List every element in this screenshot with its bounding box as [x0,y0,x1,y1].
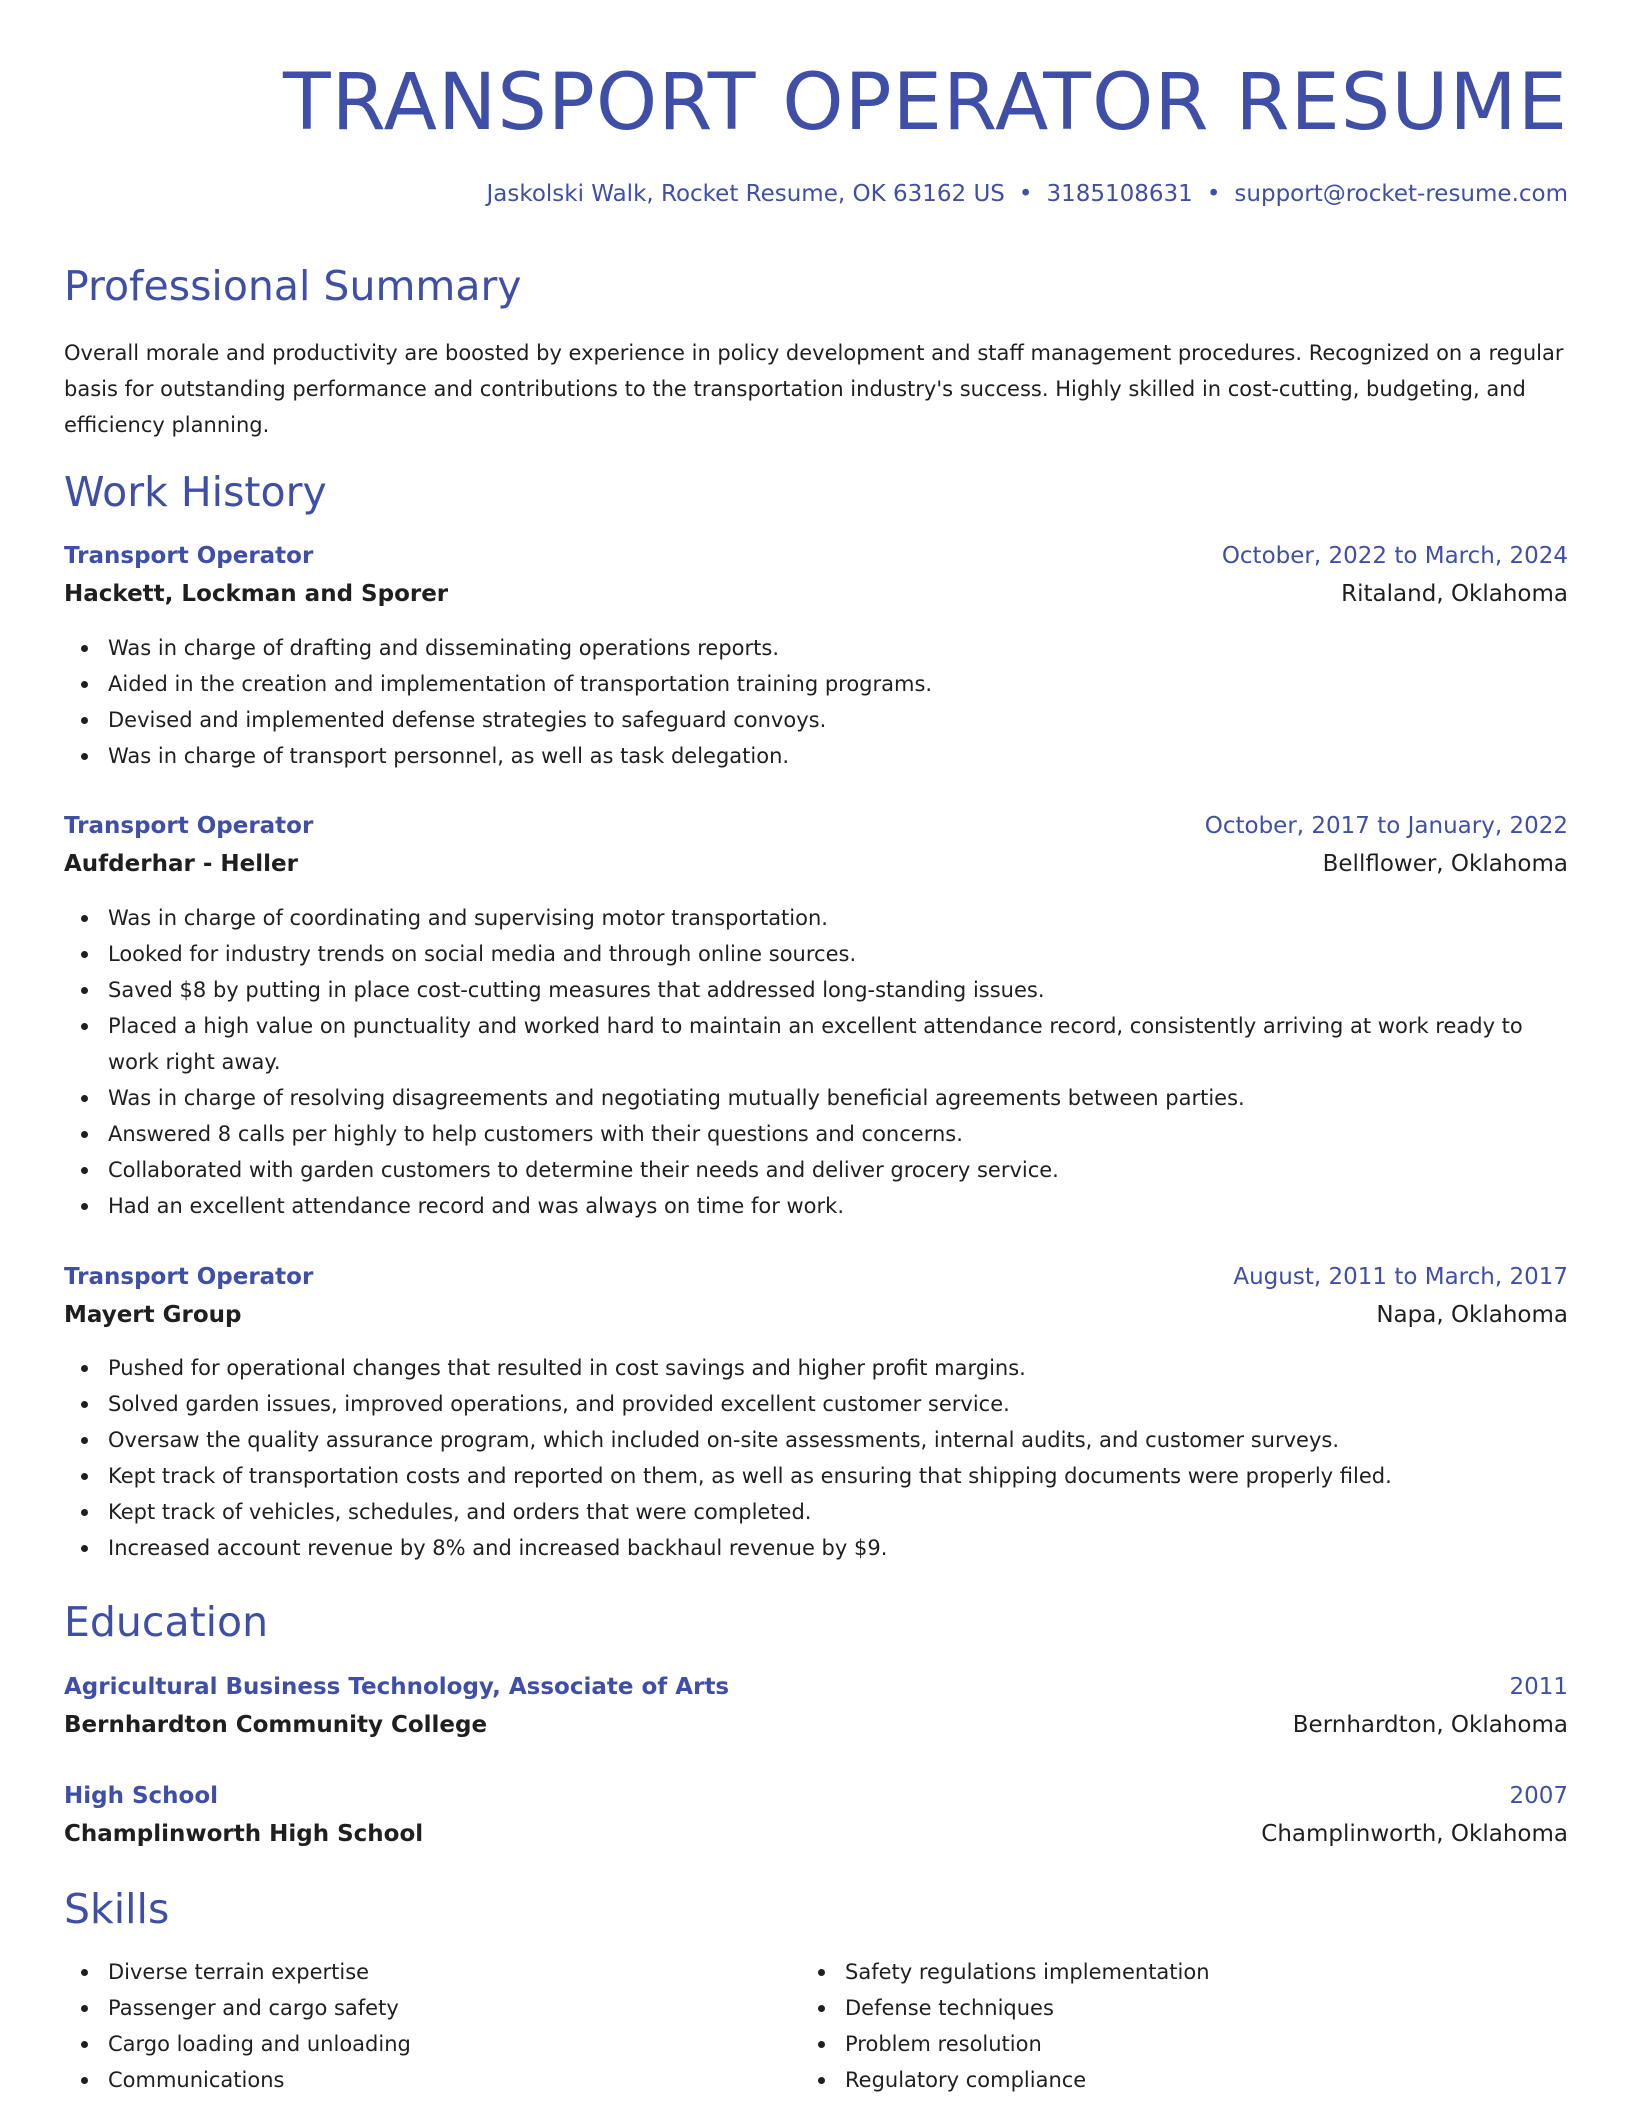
list-item: Was in charge of coordinating and supervising motor transportation. [64,900,1568,936]
skill-item: Regulatory compliance [801,2062,1501,2098]
job-dates: August, 2011 to March, 2017 [1233,1264,1568,1290]
job-company: Mayert Group [64,1302,242,1328]
summary-text: Overall morale and productivity are boosted by experience in policy development and staff management procedures. Recognized on a regular basis for outstanding performance and contributions to the transportation industry's success. Highly skilled in cost-cutting, budgeting, and efficiency planning. [64,341,1564,437]
skills-list-left [64,1954,764,2098]
list-item: Kept track of vehicles, schedules, and orders that were completed. [64,1494,1568,1530]
list-item: Increased account revenue by 8% and increased backhaul revenue by $9. [64,1530,1568,1566]
job-role: Transport Operator [64,1264,314,1290]
education-heading: Education [64,1598,269,1646]
job-role: Transport Operator [64,813,314,839]
job-bullets [64,1350,1568,1566]
skill-item: Communications [64,2062,764,2098]
list-item: Answered 8 calls per highly to help customers with their questions and concerns. [64,1116,1568,1152]
resume-title: TRANSPORT OPERATOR RESUME [282,58,1568,148]
skill-item: Defense techniques [801,1990,1501,2026]
job-company: Aufderhar - Heller [64,851,298,877]
summary-heading: Professional Summary [64,262,522,310]
list-item: Oversaw the quality assurance program, which included on-site assessments, internal audits, and customer surveys. [64,1422,1568,1458]
contact-separator: • [1206,181,1221,207]
contact-phone: 3185108631 [1046,181,1193,207]
job-header [64,543,1568,617]
skill-item: Cargo loading and unloading [64,2026,764,2062]
work-history-heading: Work History [64,468,327,516]
skills-list-right [801,1954,1501,2098]
list-item: Kept track of transportation costs and reported on them, as well as ensuring that shipping documents were properly filed. [64,1458,1568,1494]
list-item: Had an excellent attendance record and was always on time for work. [64,1188,1568,1224]
job-header [64,1264,1568,1338]
education-degree: High School [64,1783,219,1809]
education-school: Champlinworth High School [64,1821,424,1847]
education-degree: Agricultural Business Technology, Associate of Arts [64,1674,730,1700]
job-company: Hackett, Lockman and Sporer [64,581,449,607]
education-school: Bernhardton Community College [64,1712,488,1738]
job-dates: October, 2017 to January, 2022 [1204,813,1568,839]
list-item: Devised and implemented defense strategies to safeguard convoys. [64,702,1568,738]
list-item: Was in charge of drafting and disseminating operations reports. [64,630,1568,666]
education-location: Champlinworth, Oklahoma [1261,1821,1568,1847]
contact-email: support@rocket-resume.com [1234,181,1568,207]
list-item: Collaborated with garden customers to determine their needs and deliver grocery service. [64,1152,1568,1188]
list-item: Looked for industry trends on social media and through online sources. [64,936,1568,972]
skill-item: Problem resolution [801,2026,1501,2062]
contact-address: Jaskolski Walk, Rocket Resume, OK 63162 US [486,181,1005,207]
job-role: Transport Operator [64,543,314,569]
skills-heading: Skills [64,1885,170,1933]
skill-item: Passenger and cargo safety [64,1990,764,2026]
education-location: Bernhardton, Oklahoma [1292,1712,1568,1738]
contact-separator: • [1018,181,1033,207]
skill-item: Diverse terrain expertise [64,1954,764,1990]
job-header [64,813,1568,887]
list-item: Was in charge of resolving disagreements and negotiating mutually beneficial agreements between parties. [64,1080,1568,1116]
list-item: Was in charge of transport personnel, as well as task delegation. [64,738,1568,774]
education-entry [64,1674,1568,1748]
job-bullets [64,900,1568,1224]
list-item: Pushed for operational changes that resulted in cost savings and higher profit margins. [64,1350,1568,1386]
job-dates: October, 2022 to March, 2024 [1221,543,1568,569]
job-location: Ritaland, Oklahoma [1341,581,1568,607]
job-location: Bellflower, Oklahoma [1322,851,1568,877]
education-year: 2007 [1509,1783,1568,1809]
skill-item: Safety regulations implementation [801,1954,1501,1990]
education-year: 2011 [1509,1674,1568,1700]
list-item: Saved $8 by putting in place cost-cutting measures that addressed long-standing issues. [64,972,1568,1008]
education-entry [64,1783,1568,1857]
contact-line [486,181,1568,207]
list-item: Solved garden issues, improved operations, and provided excellent customer service. [64,1386,1568,1422]
list-item: Placed a high value on punctuality and worked hard to maintain an excellent attendance record, consistently arriving at work ready to work right away. [64,1008,1568,1080]
job-bullets [64,630,1568,774]
list-item: Aided in the creation and implementation of transportation training programs. [64,666,1568,702]
job-location: Napa, Oklahoma [1376,1302,1568,1328]
